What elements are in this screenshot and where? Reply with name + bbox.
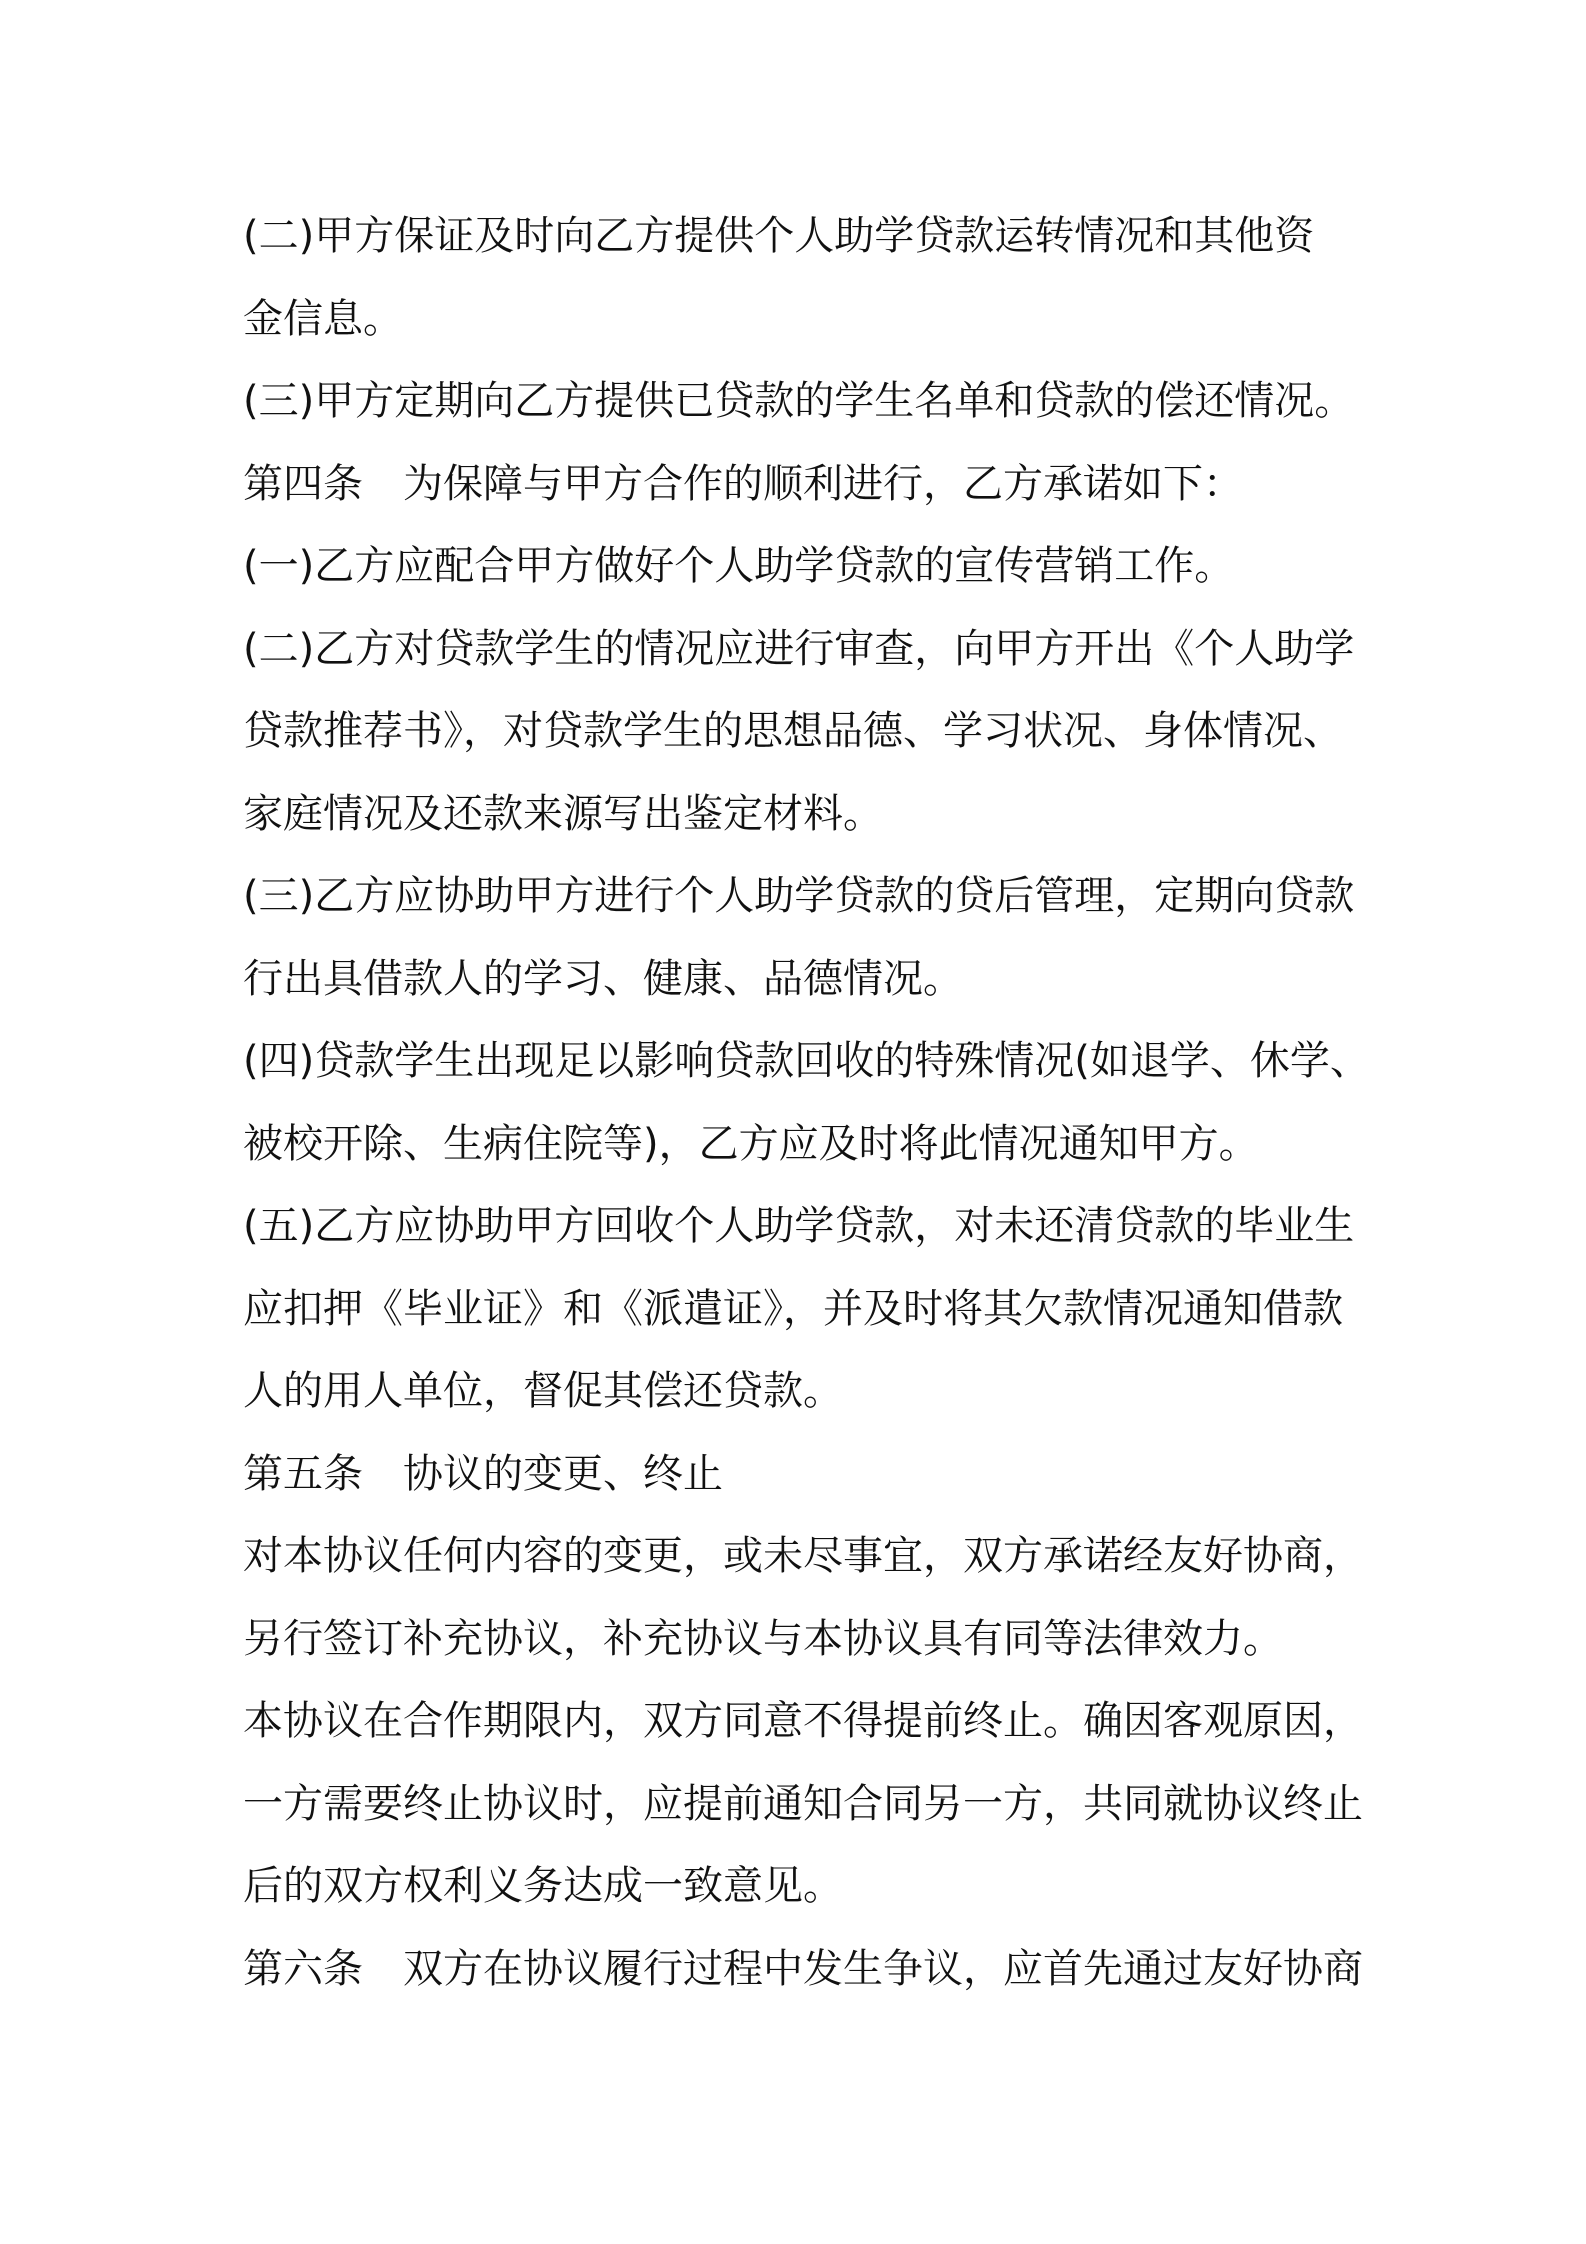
text-line: 应扣押《毕业证》和《派遣证》，并及时将其欠款情况通知借款 — [243, 1285, 1343, 1332]
text-line: 人的用人单位，督促其偿还贷款。 — [243, 1368, 843, 1414]
text-line: (三)乙方应协助甲方进行个人助学贷款的贷后管理，定期向贷款 — [243, 873, 1355, 919]
article-heading: 第六条 双方在协议履行过程中发生争议，应首先通过友好协商 — [243, 1945, 1363, 1992]
text-line: 本协议在合作期限内，双方同意不得提前终止。确因客观原因， — [243, 1698, 1363, 1744]
text-line: 对本协议任何内容的变更，或未尽事宜，双方承诺经友好协商， — [243, 1533, 1363, 1579]
text-line: (二)乙方对贷款学生的情况应进行审查，向甲方开出《个人助学 — [243, 625, 1355, 672]
text-line: (二)甲方保证及时向乙方提供个人助学贷款运转情况和其他资 — [243, 213, 1315, 259]
text-line: 另行签订补充协议，补充协议与本协议具有同等法律效力。 — [243, 1615, 1283, 1662]
article-heading: 第五条 协议的变更、终止 — [243, 1450, 723, 1497]
text-line: (四)贷款学生出现足以影响贷款回收的特殊情况(如退学、休学、 — [243, 1038, 1370, 1084]
text-line: (一)乙方应配合甲方做好个人助学贷款的宣传营销工作。 — [243, 543, 1235, 589]
text-line: (五)乙方应协助甲方回收个人助学贷款，对未还清贷款的毕业生 — [243, 1203, 1355, 1249]
article-heading: 第四条 为保障与甲方合作的顺利进行，乙方承诺如下： — [243, 460, 1243, 507]
text-line: 被校开除、生病住院等)，乙方应及时将此情况通知甲方。 — [243, 1120, 1259, 1167]
text-line: 行出具借款人的学习、健康、品德情况。 — [243, 955, 963, 1002]
text-line: 一方需要终止协议时，应提前通知合同另一方，共同就协议终止 — [243, 1780, 1363, 1827]
document-body — [243, 195, 1370, 2010]
text-line: 金信息。 — [243, 295, 403, 342]
text-line: 贷款推荐书》，对贷款学生的思想品德、学习状况、身体情况、 — [243, 708, 1343, 754]
text-line: (三)甲方定期向乙方提供已贷款的学生名单和贷款的偿还情况。 — [243, 378, 1355, 424]
text-line: 家庭情况及还款来源写出鉴定材料。 — [243, 790, 883, 837]
text-line: 后的双方权利义务达成一致意见。 — [243, 1863, 843, 1909]
